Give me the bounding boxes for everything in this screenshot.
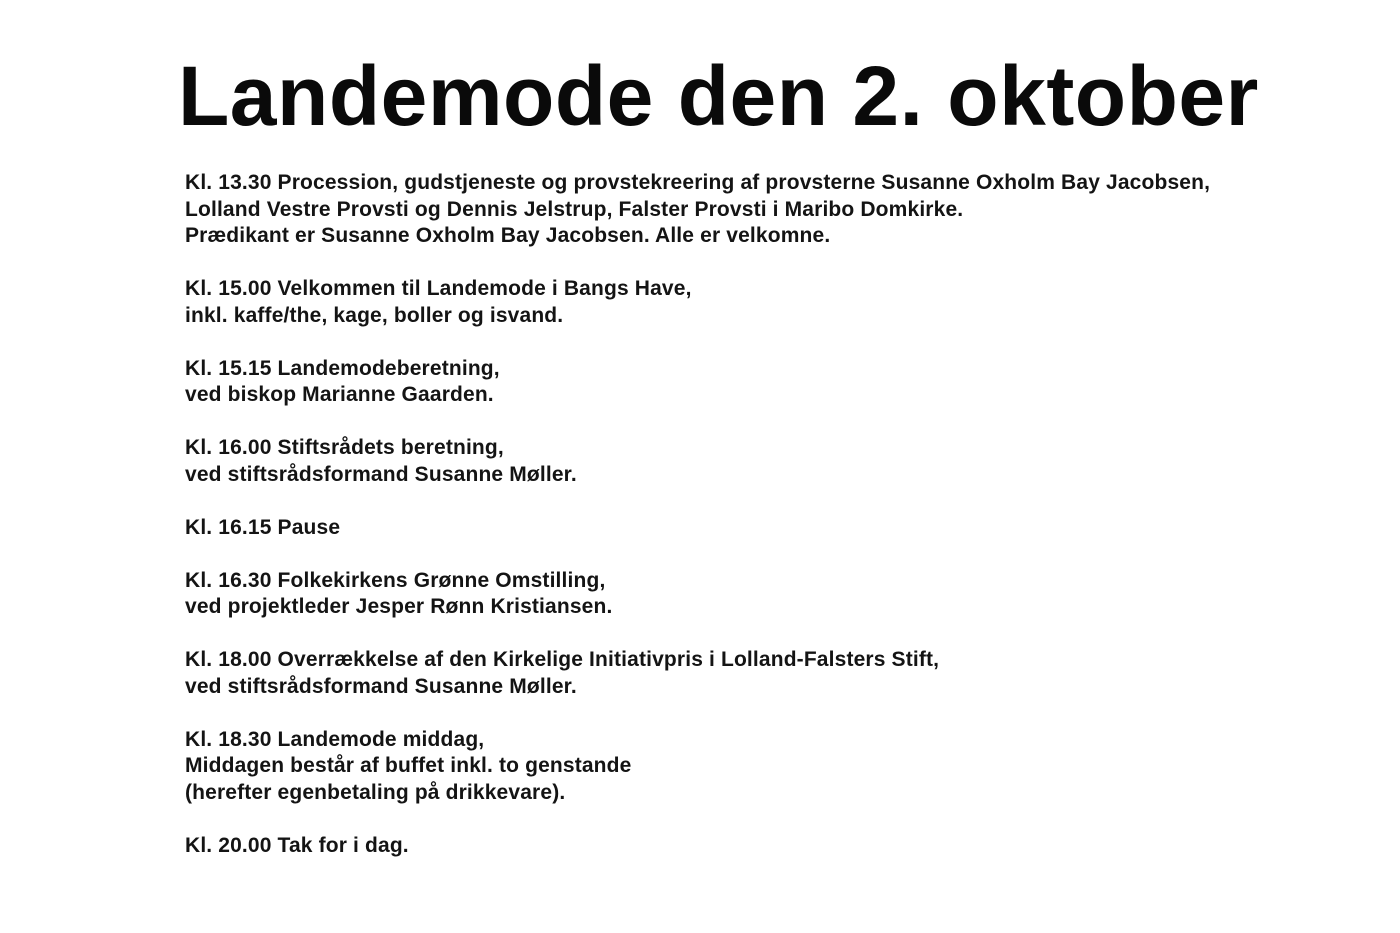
schedule-line: ved stiftsrådsformand Susanne Møller. <box>185 674 577 698</box>
schedule-line: (herefter egenbetaling på drikkevare). <box>185 780 566 804</box>
schedule-line: Kl. 18.00 Overrækkelse af den Kirkelige Initiativpris i Lolland-Falsters Stift, <box>185 648 940 671</box>
schedule-line: ved biskop Marianne Gaarden. <box>185 383 494 406</box>
schedule-item-1630 <box>185 568 1335 621</box>
schedule-item-1830 <box>185 727 1335 807</box>
schedule-line: Kl. 13.30 Procession, gudstjeneste og provstekreering af provsterne Susanne Oxholm Bay Jacobsen, <box>185 171 1211 194</box>
schedule-line: Kl. 18.30 Landemode middag, <box>185 727 485 751</box>
schedule-line: Kl. 15.15 Landemodeberetning, <box>185 356 500 380</box>
schedule-line: Kl. 20.00 Tak for i dag. <box>185 833 409 857</box>
schedule-line: Kl. 16.15 Pause <box>185 515 341 539</box>
schedule-line: Prædikant er Susanne Oxholm Bay Jacobsen. Alle er velkomne. <box>185 224 831 247</box>
schedule-line: Lolland Vestre Provsti og Dennis Jelstrup, Falster Provsti i Maribo Domkirke. <box>185 197 964 221</box>
schedule-line: Kl. 16.00 Stiftsrådets beretning, <box>185 436 504 459</box>
page-title: Landemode den 2. oktober <box>178 49 1259 143</box>
schedule-line: Kl. 16.30 Folkekirkens Grønne Omstilling, <box>185 568 606 592</box>
schedule-item-2000 <box>185 833 1335 860</box>
program-schedule <box>185 170 1335 886</box>
schedule-item-1515 <box>185 356 1335 409</box>
schedule-line: Kl. 15.00 Velkommen til Landemode i Bangs Have, <box>185 277 692 300</box>
schedule-item-1330 <box>185 170 1335 250</box>
schedule-item-1500 <box>185 276 1335 329</box>
schedule-line: ved projektleder Jesper Rønn Kristiansen. <box>185 595 613 618</box>
schedule-item-1600 <box>185 435 1335 488</box>
schedule-item-1615 <box>185 515 1335 542</box>
schedule-line: inkl. kaffe/the, kage, boller og isvand. <box>185 303 564 327</box>
schedule-line: Middagen består af buffet inkl. to genstande <box>185 754 632 777</box>
schedule-line: ved stiftsrådsformand Susanne Møller. <box>185 462 577 486</box>
schedule-item-1800 <box>185 647 1335 700</box>
